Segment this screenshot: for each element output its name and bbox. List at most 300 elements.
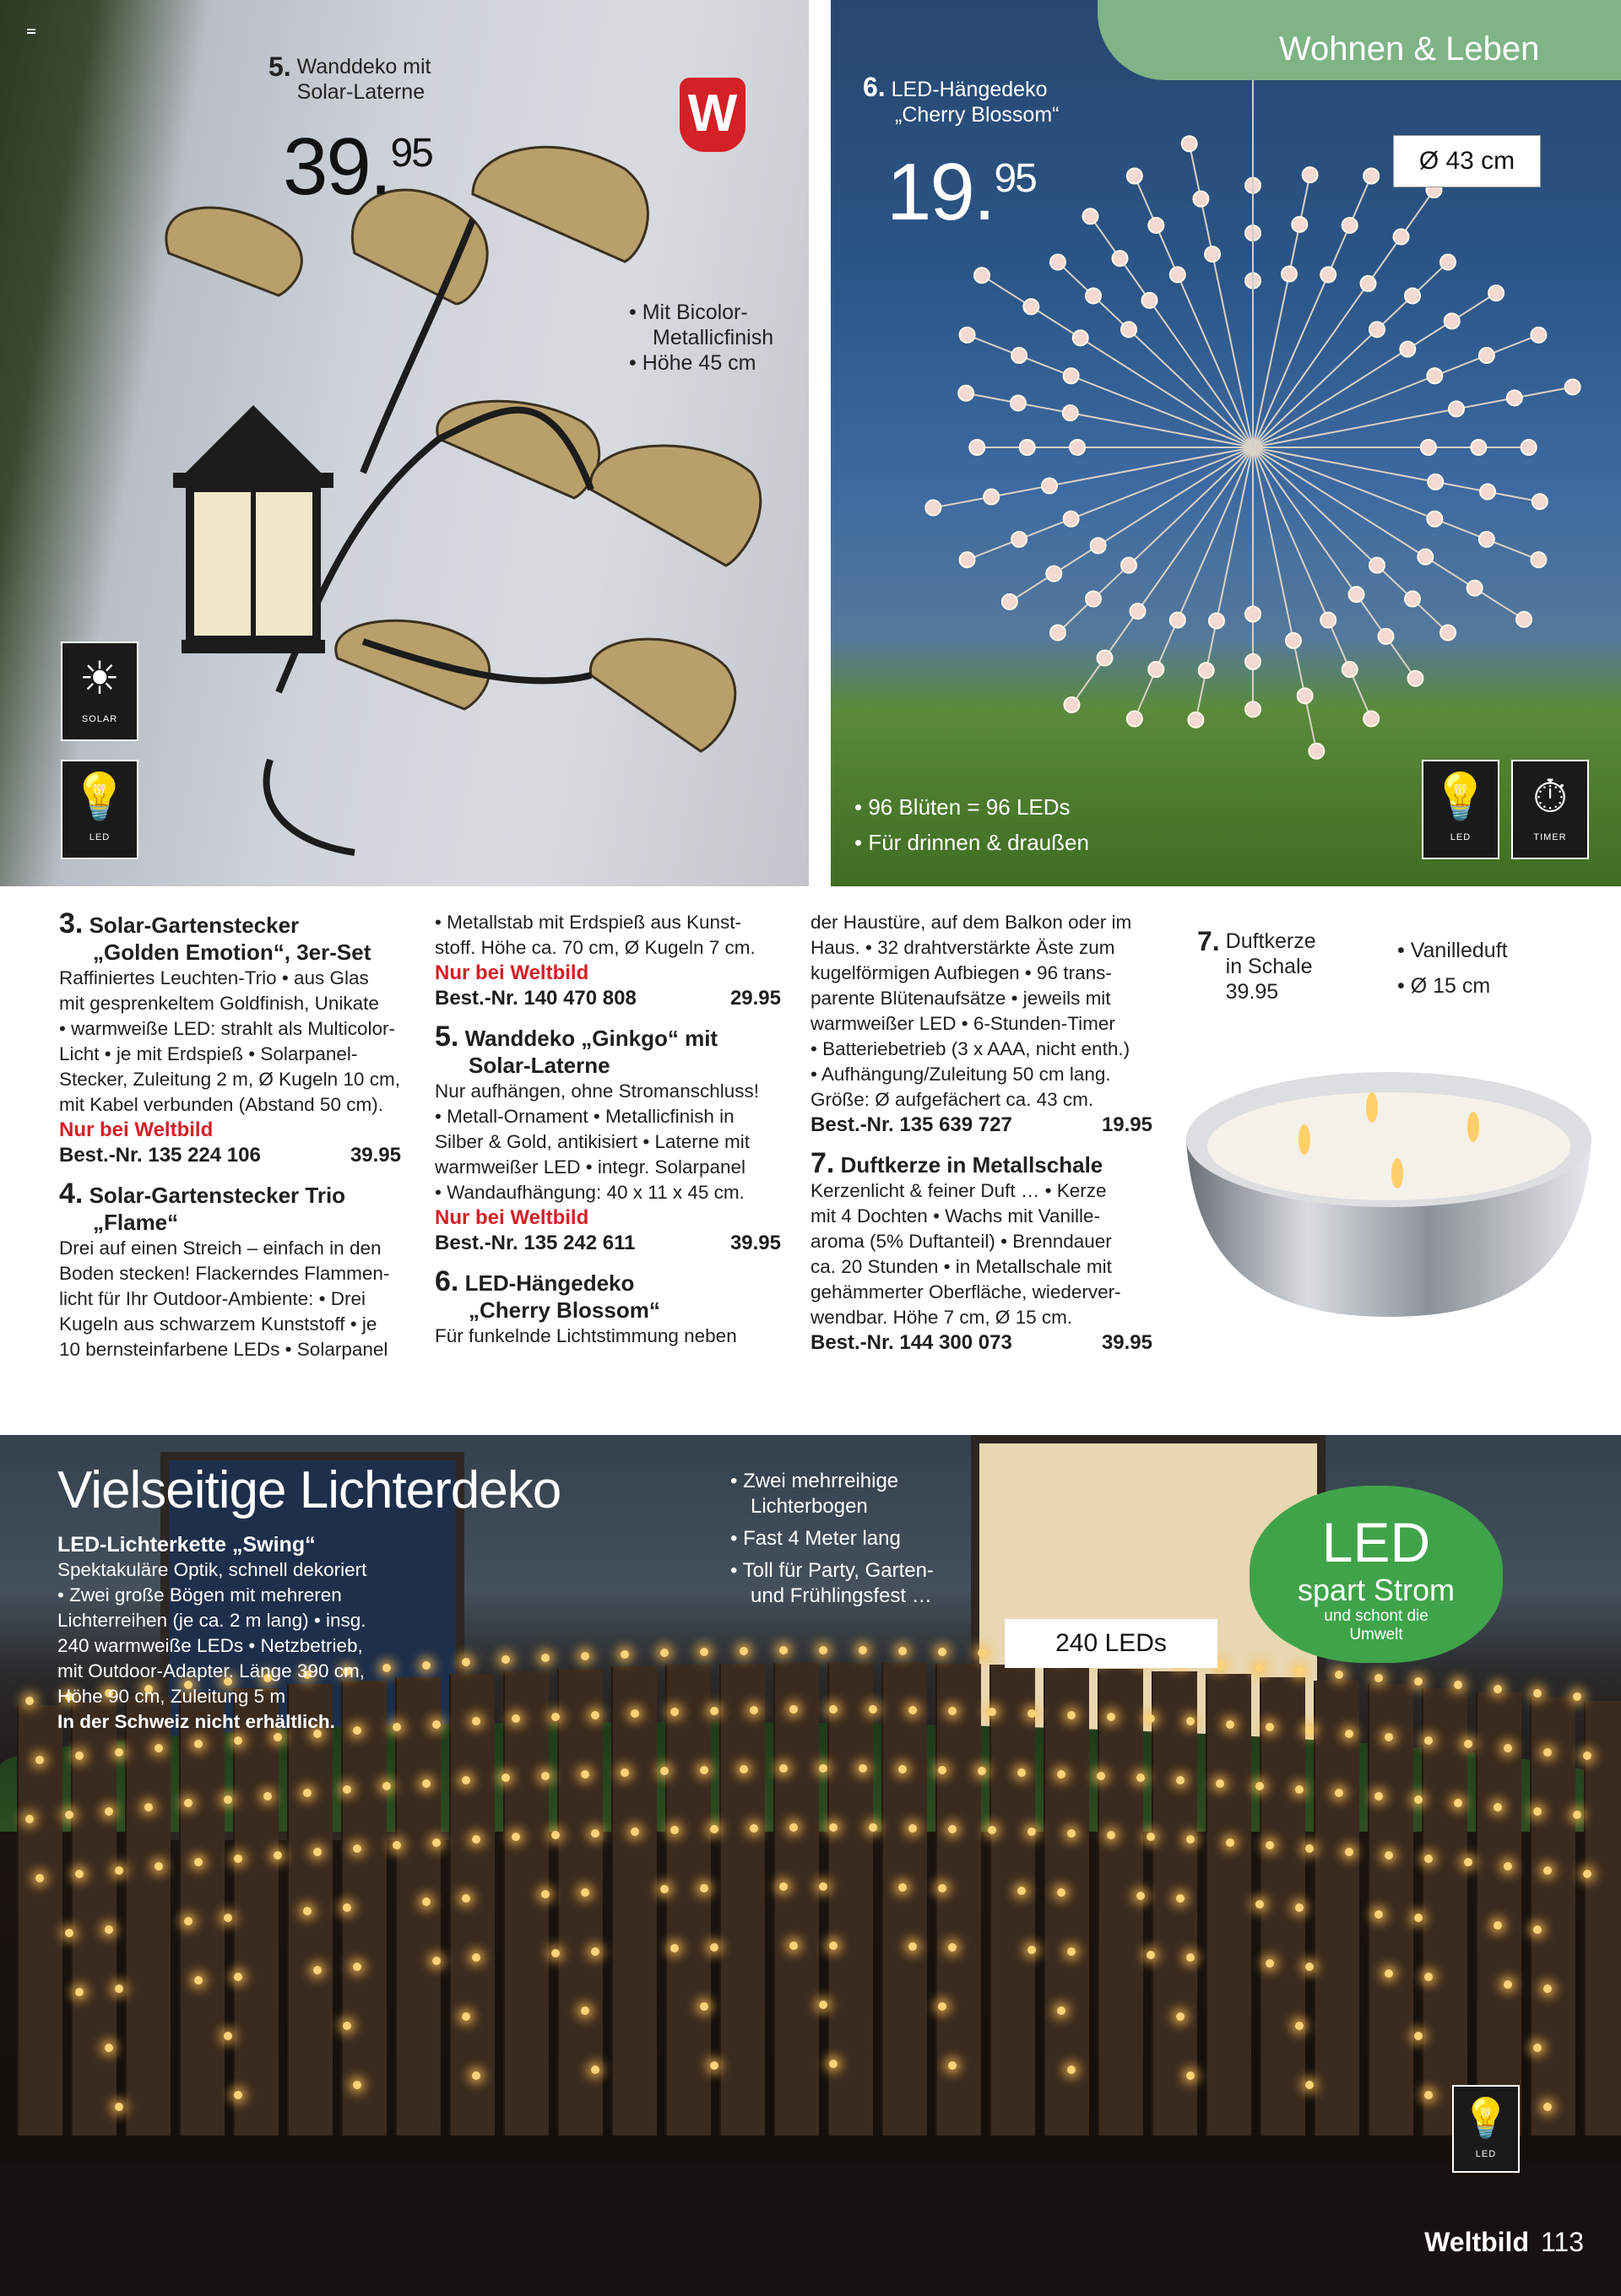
led-light bbox=[432, 1720, 441, 1729]
led-light bbox=[551, 1831, 560, 1839]
section-tab: Wohnen & Leben bbox=[1098, 0, 1621, 80]
order-price: 29.95 bbox=[729, 987, 781, 1010]
order-price: 39.95 bbox=[729, 1232, 781, 1254]
led-light bbox=[1583, 1752, 1591, 1760]
led-light bbox=[1454, 1681, 1462, 1689]
led-light bbox=[710, 1943, 718, 1952]
led-light bbox=[1583, 1870, 1591, 1878]
led-light bbox=[1533, 2044, 1542, 2052]
led-light bbox=[105, 1925, 113, 1934]
led-light bbox=[512, 1714, 520, 1723]
led-light bbox=[462, 1776, 470, 1784]
blossom-led bbox=[1205, 246, 1220, 262]
product-title: Solar-Gartenstecker bbox=[89, 912, 300, 938]
led-light bbox=[1017, 1768, 1026, 1777]
led-light bbox=[105, 1807, 113, 1816]
fence-board bbox=[1314, 1681, 1359, 2136]
led-light bbox=[948, 1943, 957, 1952]
blossom-led bbox=[1091, 538, 1106, 553]
led-light bbox=[1186, 1953, 1195, 1962]
led-light bbox=[144, 1803, 153, 1811]
led-light bbox=[581, 1888, 589, 1897]
section-headline: Vielseitige Lichterdeko bbox=[57, 1461, 561, 1519]
led-light bbox=[184, 1799, 192, 1807]
blossom-led bbox=[1342, 662, 1358, 677]
body-line: Nur aufhängen, ohne Stromanschluss! bbox=[435, 1080, 759, 1102]
led-light bbox=[501, 1655, 510, 1664]
blossom-led bbox=[1070, 440, 1085, 455]
blossom-led bbox=[1445, 313, 1460, 328]
order-price: 19.95 bbox=[1101, 1113, 1152, 1136]
bulb-icon: 💡 bbox=[71, 772, 128, 822]
led-light bbox=[1295, 1785, 1304, 1794]
body-line: Größe: Ø aufgefächert ca. 43 cm. bbox=[810, 1089, 1094, 1110]
body-line: mit Outdoor-Adapter. Länge 390 cm, bbox=[57, 1660, 365, 1681]
led-light bbox=[819, 1646, 827, 1654]
blossom-led bbox=[1363, 711, 1379, 726]
led-light bbox=[551, 1949, 560, 1958]
page-footer bbox=[1424, 2227, 1584, 2258]
led-light bbox=[343, 1785, 351, 1794]
led-light bbox=[1107, 1831, 1115, 1839]
blossom-branch bbox=[1253, 447, 1542, 561]
led-light bbox=[115, 1748, 123, 1757]
candle-bowl-photo bbox=[1169, 1047, 1608, 1325]
caption-line: in Schale bbox=[1225, 955, 1313, 978]
blossom-led bbox=[1050, 625, 1065, 640]
product-note: In der Schweiz nicht erhältlich. bbox=[57, 1711, 335, 1732]
body-line: gehämmerter Oberfläche, wiederver- bbox=[810, 1281, 1121, 1302]
led-light bbox=[1255, 1782, 1264, 1790]
blossom-led bbox=[1188, 712, 1203, 728]
weltbild-w-badge: W bbox=[680, 78, 745, 152]
blossom-led bbox=[1292, 217, 1307, 232]
blossom-led bbox=[1369, 322, 1385, 337]
led-light bbox=[869, 1705, 877, 1714]
led-light bbox=[551, 1713, 560, 1721]
product-description-swing bbox=[57, 1532, 412, 1735]
led-light bbox=[789, 1941, 798, 1950]
led-light bbox=[1057, 2006, 1065, 2015]
body-line: warmweißer LED • integr. Solarpanel bbox=[435, 1156, 746, 1178]
led-light bbox=[1057, 1888, 1065, 1897]
led-light bbox=[462, 1894, 470, 1903]
price-cents: 95 bbox=[994, 156, 1036, 201]
led-light bbox=[819, 1882, 827, 1891]
railing-bottom bbox=[0, 2161, 1621, 2296]
blossom-led bbox=[1063, 405, 1078, 420]
body-line: parente Blütenaufsätze • jeweils mit bbox=[810, 988, 1111, 1009]
blossom-led bbox=[1565, 379, 1580, 394]
blossom-led bbox=[1507, 390, 1522, 405]
blossom-led bbox=[1379, 629, 1394, 644]
caption-block bbox=[1226, 929, 1316, 1004]
blossom-led bbox=[1405, 592, 1420, 607]
led-light bbox=[1255, 1900, 1264, 1909]
led-light bbox=[224, 2032, 232, 2040]
led-light bbox=[938, 1648, 946, 1656]
blossom-led bbox=[1064, 368, 1079, 383]
blossom-led bbox=[1320, 267, 1336, 282]
price-cents: 95 bbox=[390, 131, 432, 176]
led-light bbox=[224, 1914, 232, 1922]
blossom-led bbox=[1193, 192, 1208, 207]
blossom-led bbox=[1141, 293, 1157, 308]
body-line: aroma (5% Duftanteil) • Brenndauer bbox=[810, 1231, 1112, 1252]
blossom-led bbox=[1427, 512, 1442, 527]
led-light bbox=[1424, 2091, 1433, 2099]
body-line: mit gesprenkeltem Goldfinish, Unikate bbox=[59, 993, 379, 1014]
product-photo-cherry-blossom bbox=[831, 0, 1621, 886]
led-light bbox=[700, 1766, 708, 1774]
led-light bbox=[462, 2012, 470, 2021]
led-light bbox=[829, 1941, 838, 1950]
exclusive-label: Nur bei Weltbild bbox=[59, 1118, 214, 1141]
blossom-led bbox=[1286, 633, 1301, 648]
blossom-led bbox=[1097, 651, 1112, 666]
led-light bbox=[1504, 1744, 1512, 1752]
body-line: Licht • je mit Erdspieß • Solarpanel- bbox=[59, 1043, 358, 1064]
led-light bbox=[1176, 2012, 1185, 2021]
price-cherry-blossom bbox=[886, 147, 1036, 237]
product-heading bbox=[59, 907, 401, 940]
led-light bbox=[1027, 1828, 1036, 1836]
led-light bbox=[75, 1988, 84, 1996]
body-line: • Metallstab mit Erdspieß aus Kunst- bbox=[435, 912, 742, 933]
blossom-led bbox=[1209, 613, 1224, 628]
led-light bbox=[789, 1705, 798, 1714]
body-line: mit 4 Dochten • Wachs mit Vanille- bbox=[810, 1205, 1100, 1227]
led-light bbox=[472, 2071, 480, 2080]
led-light bbox=[621, 1768, 629, 1777]
led-light bbox=[115, 1866, 123, 1875]
led-light bbox=[829, 1705, 838, 1714]
product-heading bbox=[435, 1265, 781, 1297]
led-light bbox=[1335, 1671, 1343, 1679]
led-light bbox=[1335, 1789, 1343, 1797]
fence-board bbox=[1206, 1674, 1251, 2136]
blossom-led bbox=[1121, 558, 1136, 573]
led-light bbox=[1374, 1910, 1383, 1919]
blossom-led bbox=[1479, 532, 1494, 547]
led-light bbox=[35, 1756, 44, 1764]
led-light bbox=[313, 1966, 322, 1974]
body-line: Kerzenlicht & feiner Duft … • Kerze bbox=[810, 1180, 1107, 1201]
led-light bbox=[472, 1953, 480, 1962]
led-light bbox=[422, 1779, 431, 1788]
blossom-led bbox=[1245, 701, 1260, 717]
body-line: • Zwei große Bögen mit mehreren bbox=[57, 1584, 342, 1606]
led-light bbox=[1543, 1748, 1552, 1757]
led-light bbox=[740, 1647, 748, 1655]
blossom-branch bbox=[1253, 447, 1373, 722]
led-light bbox=[234, 1855, 242, 1863]
led-light bbox=[779, 1646, 788, 1654]
body-line: 240 warmweiße LEDs • Netzbetrieb, bbox=[57, 1635, 363, 1656]
led-light bbox=[1186, 1835, 1195, 1844]
eco-badge-note: Umwelt bbox=[1349, 1626, 1403, 1643]
body-line: Lichterreihen (je ca. 2 m lang) • insg. bbox=[57, 1610, 366, 1631]
blossom-led bbox=[1428, 474, 1443, 490]
led-light bbox=[1266, 1723, 1274, 1731]
led-light bbox=[1295, 2022, 1304, 2030]
led-light bbox=[432, 1838, 441, 1847]
led-light bbox=[591, 1947, 599, 1956]
order-number: Best.-Nr. 135 639 727 bbox=[810, 1113, 1012, 1136]
body-line: 10 bernsteinfarbene LEDs • Solarpanel bbox=[59, 1339, 388, 1360]
blossom-led bbox=[960, 552, 975, 567]
led-light bbox=[1543, 1985, 1552, 1993]
blossom-led bbox=[1170, 267, 1185, 282]
led-light bbox=[1385, 1851, 1393, 1860]
blossom-branch bbox=[1133, 173, 1253, 447]
badge-label: SOLAR bbox=[81, 714, 118, 724]
order-number: Best.-Nr. 135 242 611 bbox=[435, 1232, 636, 1254]
blossom-led bbox=[1127, 711, 1142, 726]
led-light bbox=[1374, 1792, 1383, 1801]
led-light bbox=[670, 1826, 679, 1834]
fence-board bbox=[233, 1688, 279, 2136]
fence-board bbox=[1152, 1671, 1197, 2136]
led-light bbox=[343, 2022, 351, 2030]
led-light bbox=[908, 1824, 917, 1833]
fence-board bbox=[1098, 1669, 1143, 2136]
product-title: Solar-Gartenstecker Trio bbox=[89, 1183, 346, 1208]
body-line: Drei auf einen Streich – einfach in den bbox=[59, 1237, 382, 1259]
body-line: • warmweiße LED: strahlt als Multicolor- bbox=[59, 1018, 395, 1039]
led-light bbox=[234, 1736, 242, 1745]
led-light bbox=[1216, 1779, 1224, 1788]
led-light bbox=[353, 2081, 361, 2089]
blossom-branch bbox=[1253, 447, 1450, 635]
led-light bbox=[25, 1697, 34, 1705]
product-title-line: „Golden Emotion“, 3er-Set bbox=[93, 940, 371, 965]
order-number: Best.-Nr. 140 470 808 bbox=[435, 987, 637, 1010]
blossom-led bbox=[1170, 613, 1185, 628]
order-line bbox=[810, 1330, 1152, 1356]
led-light bbox=[1345, 1848, 1353, 1856]
led-light bbox=[234, 1973, 242, 1981]
blossom-led bbox=[1488, 285, 1504, 301]
product-heading bbox=[59, 1180, 401, 1209]
led-light bbox=[1266, 1841, 1274, 1849]
led-light bbox=[869, 1823, 877, 1832]
body-line: Haus. • 32 drahtverstärkte Äste zum bbox=[810, 937, 1115, 958]
product-number: 4. bbox=[59, 1178, 84, 1210]
led-light bbox=[829, 2060, 838, 2068]
blossom-led bbox=[1050, 255, 1065, 270]
product-title: LED-Lichterkette „Swing“ bbox=[57, 1533, 316, 1557]
bullet-line: • Toll für Party, Garten- bbox=[730, 1559, 934, 1582]
led-light bbox=[472, 1835, 480, 1844]
fence-board bbox=[881, 1663, 927, 2136]
product-heading bbox=[810, 1147, 1152, 1179]
led-light bbox=[1266, 1959, 1274, 1968]
led-light bbox=[898, 1647, 907, 1655]
eco-badge-title: LED bbox=[1321, 1511, 1431, 1573]
order-number: Best.-Nr. 135 224 106 bbox=[59, 1144, 261, 1167]
led-light bbox=[829, 1823, 838, 1832]
solar-badge bbox=[61, 642, 138, 741]
blossom-branch bbox=[1253, 260, 1450, 447]
led-light bbox=[1097, 1772, 1105, 1780]
blossom-branch bbox=[964, 447, 1253, 561]
product-title: Wanddeko „Ginkgo“ mit bbox=[464, 1026, 718, 1051]
led-light bbox=[303, 1907, 312, 1915]
body-line: stoff. Höhe ca. 70 cm, Ø Kugeln 7 cm. bbox=[435, 937, 756, 958]
body-line: • Batteriebetrieb (3 x AAA, nicht enth.) bbox=[810, 1038, 1130, 1059]
led-light bbox=[1295, 1667, 1304, 1676]
caption-number: 6. bbox=[863, 72, 886, 102]
led-light bbox=[353, 1844, 361, 1853]
eco-badge-subtitle: spart Strom bbox=[1297, 1573, 1456, 1607]
blossom-led bbox=[1440, 255, 1456, 270]
led-light bbox=[1147, 1833, 1155, 1841]
blossom-led bbox=[1011, 532, 1027, 547]
fence-board bbox=[611, 1666, 657, 2136]
led-light bbox=[978, 1767, 986, 1775]
product-number: 7. bbox=[810, 1147, 835, 1179]
bullet-line: • Fast 4 Meter lang bbox=[730, 1527, 901, 1550]
fence-board bbox=[1476, 1692, 1521, 2136]
order-line bbox=[435, 986, 781, 1011]
led-light bbox=[1226, 1720, 1234, 1729]
led-light bbox=[234, 2091, 242, 2099]
brand-name: Weltbild bbox=[1424, 2227, 1529, 2257]
led-light bbox=[1176, 1894, 1185, 1903]
fence-board bbox=[503, 1671, 549, 2136]
led-light bbox=[393, 1841, 401, 1849]
blossom-led bbox=[1320, 613, 1336, 628]
led-light bbox=[819, 2001, 827, 2009]
fence-board bbox=[17, 1705, 62, 2136]
fence-board bbox=[719, 1664, 765, 2136]
blossom-branch bbox=[964, 333, 1253, 447]
led-light bbox=[35, 1874, 44, 1882]
body-line: wendbar. Höhe 7 cm, Ø 15 cm. bbox=[810, 1307, 1073, 1328]
led-light bbox=[541, 1654, 550, 1662]
bulb-icon: 💡 bbox=[1461, 2096, 1510, 2140]
product-title: Duftkerze in Metallschale bbox=[840, 1152, 1103, 1178]
blossom-led bbox=[1282, 267, 1297, 282]
blossom-led bbox=[1418, 550, 1433, 565]
fence-board bbox=[773, 1663, 819, 2136]
blossom-led bbox=[969, 440, 984, 455]
blossom-branch bbox=[1133, 447, 1253, 722]
blossom-led bbox=[1064, 512, 1079, 527]
led-light bbox=[660, 1885, 669, 1893]
blossom-led bbox=[1082, 208, 1098, 224]
blossom-led bbox=[1011, 395, 1026, 410]
feature-line: • Ø 15 cm bbox=[1397, 974, 1491, 998]
led-light bbox=[948, 1707, 957, 1715]
blossom-led bbox=[1130, 604, 1145, 619]
led-light bbox=[1067, 1829, 1076, 1838]
led-light bbox=[541, 1890, 550, 1898]
led-light bbox=[1464, 1858, 1472, 1866]
led-light bbox=[1067, 1947, 1076, 1956]
product-title-line: „Flame“ bbox=[93, 1210, 179, 1235]
led-light bbox=[1414, 1795, 1423, 1804]
led-light bbox=[978, 1649, 986, 1657]
exclusive-label: Nur bei Weltbild bbox=[435, 961, 589, 984]
led-light bbox=[621, 1650, 629, 1659]
body-line: • Aufhängung/Zuleitung 50 cm lang. bbox=[810, 1064, 1111, 1085]
led-badge bbox=[61, 760, 138, 859]
led-light bbox=[819, 1764, 827, 1773]
bullet-line: Lichterbogen bbox=[751, 1495, 868, 1518]
led-light bbox=[750, 1706, 758, 1714]
fence-board bbox=[989, 1665, 1035, 2136]
led-light bbox=[660, 1649, 669, 1657]
blossom-led bbox=[1020, 440, 1035, 455]
blossom-led bbox=[1042, 479, 1057, 494]
feature-line: Metallicfinish bbox=[653, 326, 774, 349]
led-light bbox=[908, 1942, 917, 1951]
caption-wall-deco bbox=[268, 51, 474, 105]
feature-line: • Mit Bicolor- bbox=[629, 301, 748, 324]
led-light bbox=[194, 1740, 203, 1748]
product-photo-wall-deco bbox=[0, 0, 809, 886]
led-light bbox=[194, 1858, 203, 1866]
led-light bbox=[710, 2061, 718, 2070]
led-light bbox=[155, 1744, 163, 1752]
fence-board bbox=[1422, 1688, 1467, 2136]
blossom-led bbox=[974, 268, 989, 283]
blossom-led bbox=[958, 386, 973, 401]
led-light bbox=[1136, 1892, 1145, 1900]
body-line: Raffiniertes Leuchten-Trio • aus Glas bbox=[59, 967, 369, 988]
led-light bbox=[313, 1848, 322, 1856]
fence-board bbox=[71, 1701, 117, 2136]
led-light bbox=[948, 2061, 957, 2070]
blossom-led bbox=[1471, 440, 1486, 455]
led-light bbox=[1136, 1773, 1145, 1782]
body-line: Stecker, Zuleitung 2 m, Ø Kugeln 10 cm, bbox=[59, 1069, 400, 1090]
led-light bbox=[422, 1661, 431, 1670]
led-light bbox=[512, 1833, 520, 1841]
caption-number: 5. bbox=[268, 51, 291, 82]
features-cherry-blossom bbox=[854, 789, 1089, 860]
bullet-line: und Frühlingsfest … bbox=[751, 1584, 932, 1607]
fence-board bbox=[449, 1674, 495, 2136]
product-number: 3. bbox=[59, 907, 84, 940]
badge-label: LED bbox=[89, 832, 111, 842]
feature-line: • Vanilleduft bbox=[1397, 939, 1508, 962]
blossom-led bbox=[1086, 592, 1101, 607]
led-light bbox=[1494, 1685, 1502, 1693]
caption-line: Duftkerze bbox=[1225, 929, 1316, 953]
blossom-led bbox=[1148, 218, 1163, 233]
blossom-led bbox=[1480, 485, 1495, 500]
led-light bbox=[1573, 1692, 1581, 1701]
body-line: der Haustüre, auf dem Balkon oder im bbox=[810, 912, 1132, 933]
led-light bbox=[303, 1789, 312, 1797]
led-light bbox=[422, 1898, 431, 1906]
led-light bbox=[1147, 1951, 1155, 1959]
blossom-branch bbox=[1056, 447, 1253, 635]
led-light bbox=[988, 1826, 996, 1834]
led-light bbox=[859, 1646, 867, 1654]
caption-line: LED-Hängedeko bbox=[891, 78, 1048, 101]
led-light bbox=[462, 1658, 470, 1666]
body-line: kugelförmigen Aufbiegen • 96 trans- bbox=[810, 962, 1112, 983]
led-light bbox=[75, 1752, 84, 1760]
blossom-led bbox=[1408, 671, 1423, 686]
led-light bbox=[1385, 1733, 1393, 1741]
led-light bbox=[1464, 1740, 1472, 1748]
size-tag: Ø 43 cm bbox=[1393, 135, 1541, 187]
